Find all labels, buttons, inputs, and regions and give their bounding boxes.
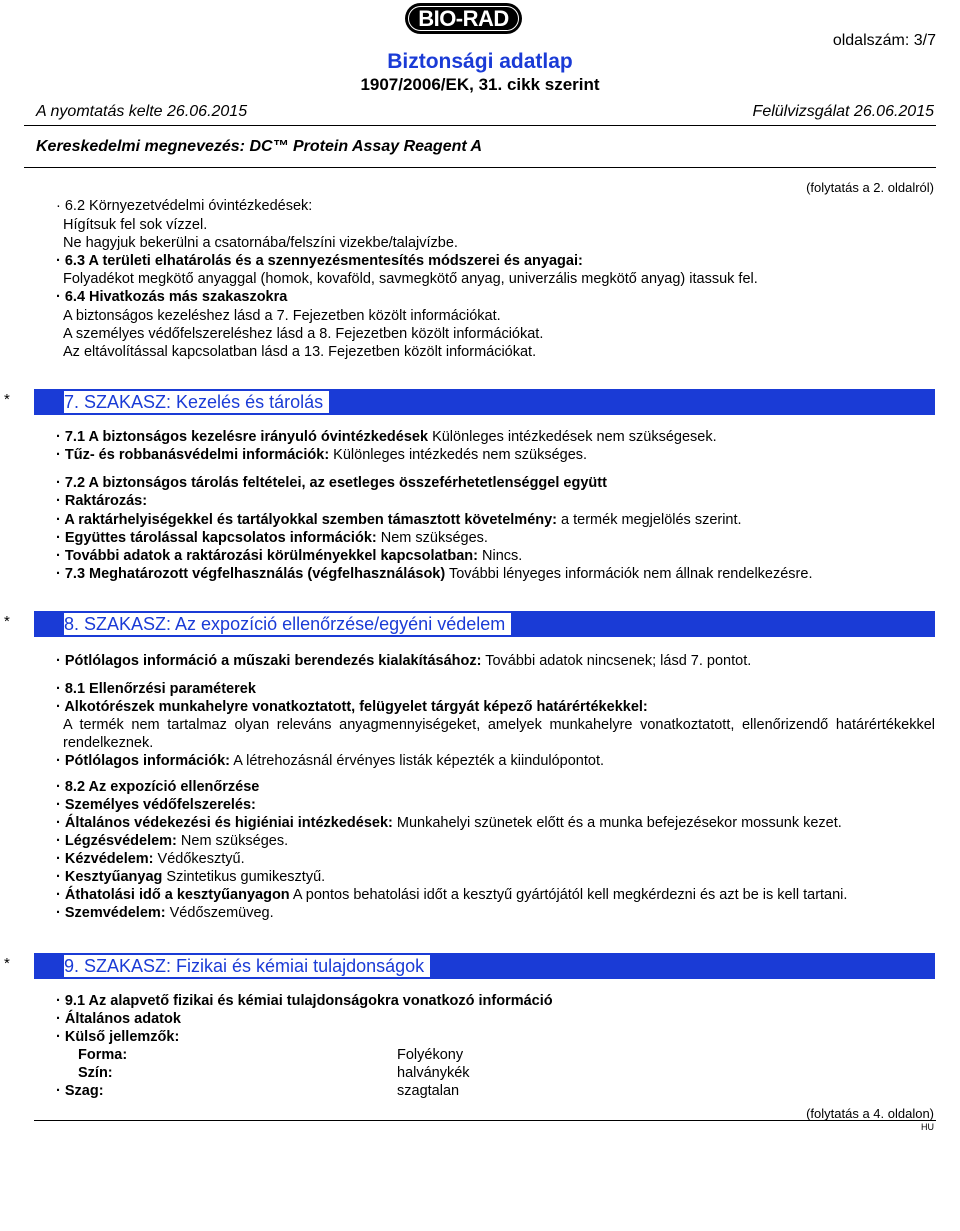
revision-marker: *: [4, 613, 10, 630]
revision-marker: *: [4, 955, 10, 972]
odor-value: szagtalan: [397, 1083, 460, 1099]
bio-rad-logo: BIO-RAD: [405, 3, 522, 34]
eye-protection: · Szemvédelem: Védőszemüveg.: [56, 905, 274, 921]
section-8-title: 8. SZAKASZ: Az expozíció ellenőrzése/egyéni védelem: [64, 613, 511, 635]
subsection-6-2-heading: · 6.2 Környezetvédelmi óvintézkedések:: [56, 198, 313, 214]
text-6-2-b: Ne hagyjuk bekerülni a csatornába/felszíni vizekbe/talajvízbe.: [63, 235, 458, 251]
color-value: halványkék: [397, 1065, 470, 1081]
text-6-3: Folyadékot megkötő anyaggal (homok, kovaföld, savmegkötő anyag, univerzális megkötő anyag) itassuk fel.: [63, 271, 758, 287]
revision-date: Felülvizsgálat 26.06.2015: [752, 103, 934, 120]
hygiene-measures: · Általános védekezési és higiéniai intézkedések: Munkahelyi szünetek előtt és a munka befejezésekor mossunk kezet.: [56, 815, 842, 831]
additional-info: · Pótlólagos információk: A létrehozásnál érvényes listák képezték a kiindulópontot.: [56, 753, 605, 769]
subsection-9-1-heading: · 9.1 Az alapvető fizikai és kémiai tulajdonságokra vonatkozó információ: [56, 993, 553, 1009]
subsection-7-3: · 7.3 Meghatározott végfelhasználás (végfelhasználások) További lényeges információk nem állnak rendelkezésre.: [56, 566, 813, 582]
section-9-title: 9. SZAKASZ: Fizikai és kémiai tulajdonságok: [64, 955, 430, 977]
page-number: oldalszám: 3/7: [832, 32, 936, 49]
document-title: Biztonsági adatlap: [387, 50, 573, 73]
continued-to: (folytatás a 4. oldalon): [806, 1106, 934, 1121]
text-6-4-b: A személyes védőfelszereléshez lásd a 8. Fejezetben közölt információkat.: [63, 326, 544, 342]
trade-name-divider: [24, 167, 936, 168]
appearance-heading: · Külső jellemzők:: [56, 1029, 180, 1045]
language-code: HU: [921, 1122, 934, 1132]
footer-divider: [34, 1120, 936, 1121]
revision-marker: *: [4, 391, 10, 408]
joint-storage: · Együttes tárolással kapcsolatos információk: Nem szükséges.: [56, 530, 488, 546]
subsection-7-1: · 7.1 A biztonságos kezelésre irányuló óvintézkedések Különleges intézkedések nem szükségesek.: [56, 429, 717, 445]
technical-info: · Pótlólagos információ a műszaki berendezés kialakításához: További adatok nincsenek; lásd 7. pontot.: [56, 653, 752, 669]
storage-heading: · Raktározás:: [56, 493, 148, 509]
limit-values-heading: · Alkotórészek munkahelyre vonatkoztatott, felügyelet tárgyát képező határértékekkel:: [56, 699, 648, 715]
header-divider: [24, 125, 936, 126]
continued-from: (folytatás a 2. oldalról): [806, 180, 934, 195]
subsection-8-2-heading: · 8.2 Az expozíció ellenőrzése: [56, 779, 260, 795]
hand-protection: · Kézvédelem: Védőkesztyű.: [56, 851, 245, 867]
storage-requirements: · A raktárhelyiségekkel és tartályokkal szemben támasztott követelmény: a termék megjelölés szerint.: [56, 512, 742, 528]
regulation-reference: 1907/2006/EK, 31. cikk szerint: [360, 75, 600, 94]
subsection-8-1-heading: · 8.1 Ellenőrzési paraméterek: [56, 681, 256, 697]
general-data-heading: · Általános adatok: [56, 1011, 181, 1027]
form-value: Folyékony: [397, 1047, 464, 1063]
ppe-heading: · Személyes védőfelszerelés:: [56, 797, 256, 813]
subsection-6-4-heading: · 6.4 Hivatkozás más szakaszokra: [56, 289, 288, 305]
color-label: Szín:: [78, 1065, 113, 1081]
penetration-time: · Áthatolási idő a kesztyűanyagon A pontos behatolási időt a kesztyű gyártójától kell megkérdezni és azt be is kell tartani.: [56, 887, 848, 903]
print-date: A nyomtatás kelte 26.06.2015: [36, 103, 248, 120]
form-label: Forma:: [78, 1047, 128, 1063]
section-7-title: 7. SZAKASZ: Kezelés és tárolás: [64, 391, 329, 413]
subsection-6-3-heading: · 6.3 A területi elhatárolás és a szennyezésmentesítés módszerei és anyagai:: [56, 253, 583, 269]
respiratory-protection: · Légzésvédelem: Nem szükséges.: [56, 833, 289, 849]
text-6-4-a: A biztonságos kezeléshez lásd a 7. Fejezetben közölt információkat.: [63, 308, 501, 324]
glove-material: · Kesztyűanyag Szintetikus gumikesztyű.: [56, 869, 326, 885]
trade-name: Kereskedelmi megnevezés: DC™ Protein Assay Reagent A: [36, 138, 483, 155]
text-6-4-c: Az eltávolítással kapcsolatban lásd a 13. Fejezetben közölt információkat.: [63, 344, 537, 360]
further-storage: · További adatok a raktározási körülményekkel kapcsolatban: Nincs.: [56, 548, 523, 564]
text-6-2-a: Hígítsuk fel sok vízzel.: [63, 217, 208, 233]
odor-label: · Szag:: [56, 1083, 104, 1099]
subsection-7-2-heading: · 7.2 A biztonságos tárolás feltételei, az esetleges összeférhetetlenséggel együtt: [56, 475, 607, 491]
fire-protection: · Tűz- és robbanásvédelmi információk: Különleges intézkedés nem szükséges.: [56, 447, 588, 463]
limit-values-text: A termék nem tartalmaz olyan releváns anyagmennyiségeket, amelyek munkahelyre vonatkoztatott, ellenőrizendő határértékekkel rendelkeznek.: [63, 717, 935, 751]
